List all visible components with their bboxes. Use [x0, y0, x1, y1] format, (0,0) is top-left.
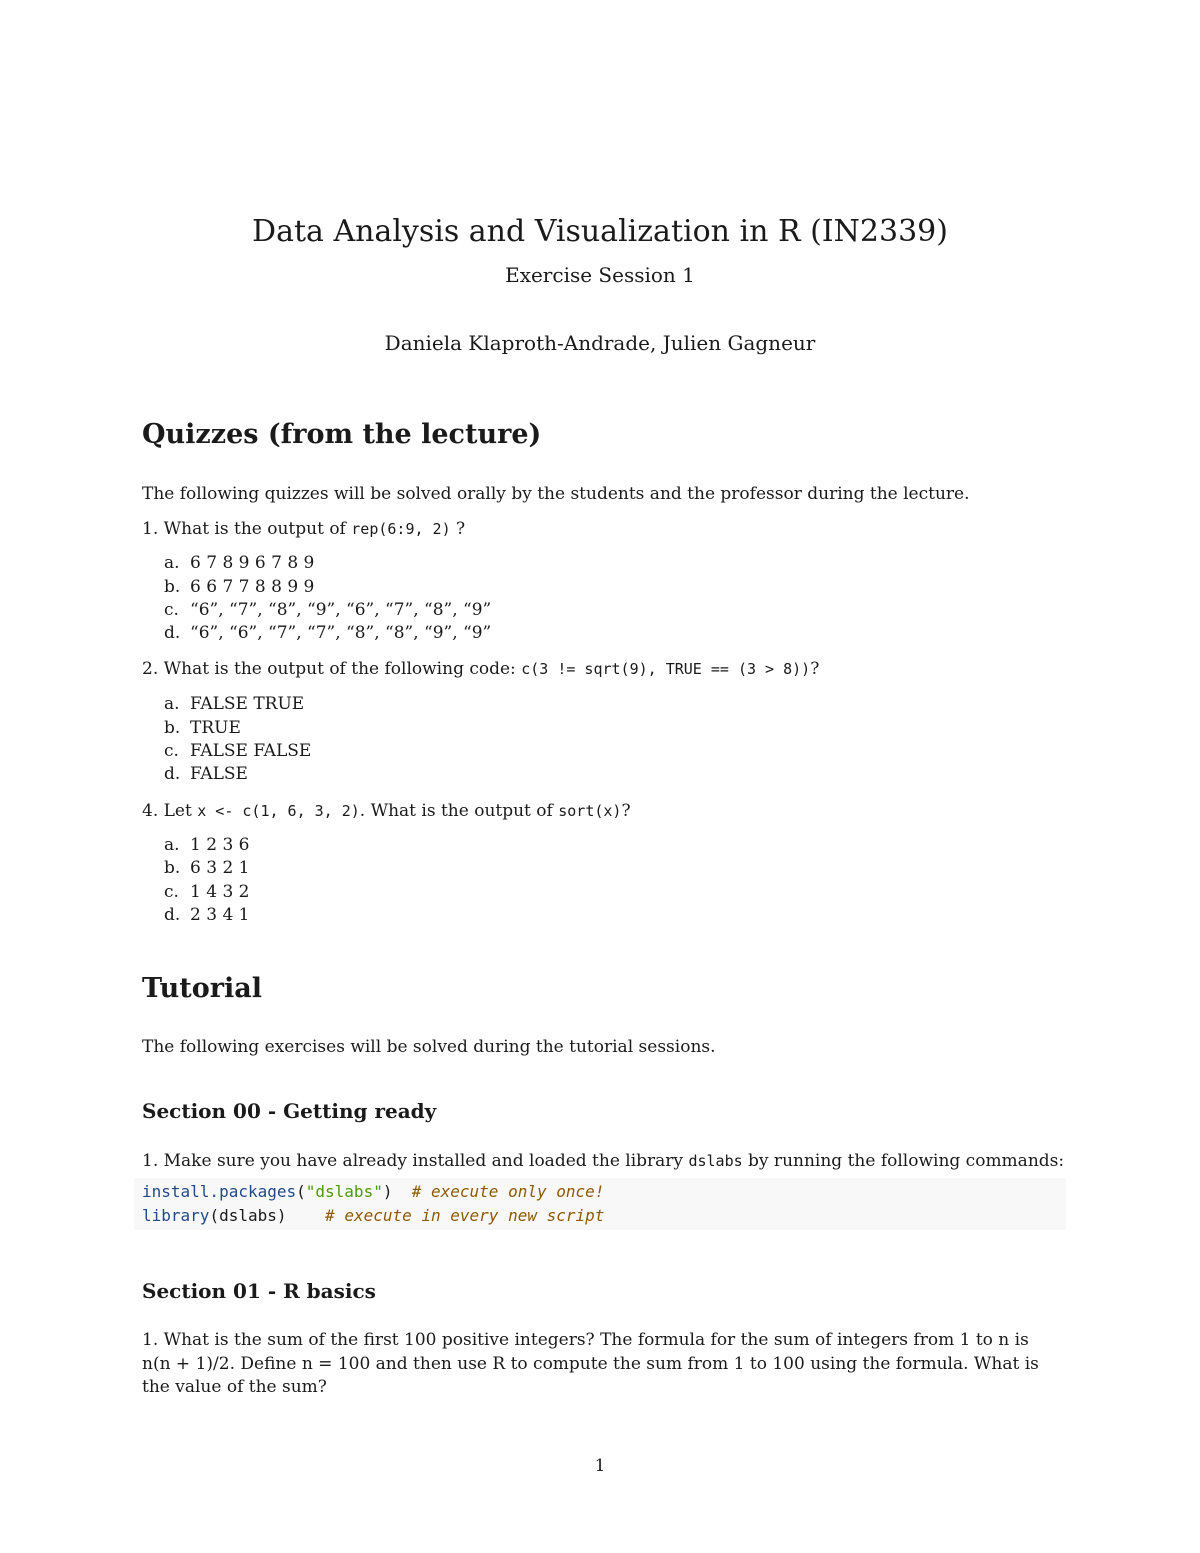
quiz-option: [164, 764, 248, 784]
quiz-option: [164, 623, 491, 643]
quiz-question-1: [142, 519, 465, 539]
quiz-option: [164, 694, 304, 714]
code-line: [142, 1182, 604, 1201]
item-number: 1.: [142, 1151, 159, 1171]
code-paren-close: ): [382, 1182, 393, 1201]
code-function: library: [142, 1206, 210, 1225]
inline-code: c(3 != sqrt(9), TRUE == (3 > 8)): [521, 660, 811, 678]
code-string: "dslabs": [305, 1182, 383, 1201]
option-text: FALSE TRUE: [190, 694, 305, 714]
tutorial-heading: Tutorial: [142, 973, 262, 1004]
section-01-heading: Section 01 - R basics: [142, 1279, 376, 1303]
section-00-heading: Section 00 - Getting ready: [142, 1099, 437, 1123]
quiz-option: [164, 553, 314, 573]
question-text-end: ?: [810, 659, 820, 679]
page-number: 1: [594, 1456, 606, 1476]
question-text: Let: [163, 801, 192, 821]
option-label: c.: [164, 741, 179, 761]
document-authors: Daniela Klaproth-Andrade, Julien Gagneur: [384, 331, 816, 355]
option-text: “6”, “6”, “7”, “7”, “8”, “8”, “9”, “9”: [190, 623, 492, 643]
question-text-end: ?: [621, 801, 631, 821]
option-label: a.: [164, 835, 180, 855]
option-text: FALSE FALSE: [190, 741, 312, 761]
item-text-end: by running the following commands:: [748, 1151, 1065, 1171]
option-label: a.: [164, 553, 180, 573]
question-text-end: ?: [456, 519, 466, 539]
option-label: d.: [164, 623, 181, 643]
section-00-item-1: [142, 1151, 1064, 1171]
code-argument: dslabs: [219, 1206, 277, 1225]
code-paren-close: ): [276, 1206, 287, 1225]
question-text-mid: . What is the output of: [359, 801, 553, 821]
option-text: 1 4 3 2: [190, 882, 250, 902]
option-label: d.: [164, 764, 181, 784]
inline-code: x <- c(1, 6, 3, 2): [197, 802, 360, 820]
option-label: b.: [164, 858, 181, 878]
tutorial-intro: The following exercises will be solved during the tutorial sessions.: [142, 1037, 716, 1057]
quizzes-intro: The following quizzes will be solved orally by the students and the professor during the lecture.: [142, 484, 970, 504]
code-paren-open: (: [209, 1206, 220, 1225]
code-function: install.packages: [142, 1182, 297, 1201]
option-text: FALSE: [190, 764, 248, 784]
quiz-option: [164, 741, 311, 761]
question-text: What is the output of: [163, 519, 346, 539]
quiz-option: [164, 905, 249, 925]
option-label: b.: [164, 577, 181, 597]
question-number: 4.: [142, 801, 159, 821]
quiz-option: [164, 718, 241, 738]
option-label: c.: [164, 600, 179, 620]
inline-code: sort(x): [558, 802, 622, 820]
inline-code: dslabs: [688, 1152, 743, 1170]
document-title: Data Analysis and Visualization in R (IN2339): [252, 214, 948, 249]
quiz-option: [164, 835, 249, 855]
code-paren-open: (: [296, 1182, 306, 1201]
option-label: c.: [164, 882, 179, 902]
option-label: b.: [164, 718, 181, 738]
quiz-option: [164, 577, 314, 597]
quiz-question-2: [142, 659, 819, 679]
question-text: What is the output of the following code:: [163, 659, 516, 679]
section-01-item-1-line-1: 1. What is the sum of the first 100 positive integers? The formula for the sum of integers from 1 to n is: [142, 1330, 1029, 1350]
code-line: [142, 1206, 604, 1225]
option-text: 6 7 8 9 6 7 8 9: [190, 553, 315, 573]
document-subtitle: Exercise Session 1: [505, 263, 695, 287]
option-text: TRUE: [190, 718, 241, 738]
option-text: 2 3 4 1: [190, 905, 250, 925]
quizzes-heading: Quizzes (from the lecture): [142, 419, 542, 450]
option-text: 1 2 3 6: [190, 835, 250, 855]
quiz-option: [164, 882, 249, 902]
question-number: 1.: [142, 519, 159, 539]
option-text: “6”, “7”, “8”, “9”, “6”, “7”, “8”, “9”: [190, 600, 492, 620]
code-comment: # execute only once!: [411, 1182, 605, 1201]
option-label: a.: [164, 694, 180, 714]
quiz-option: [164, 600, 491, 620]
code-comment: # execute in every new script: [325, 1206, 605, 1225]
section-01-item-1-line-3: the value of the sum?: [142, 1377, 327, 1397]
inline-code: rep(6:9, 2): [351, 520, 451, 538]
item-text: Make sure you have already installed and loaded the library: [163, 1151, 684, 1171]
quiz-option: [164, 858, 249, 878]
option-text: 6 3 2 1: [190, 858, 250, 878]
option-label: d.: [164, 905, 181, 925]
question-number: 2.: [142, 659, 159, 679]
section-01-item-1-line-2: n(n + 1)/2. Define n = 100 and then use R to compute the sum from 1 to 100 using the formula. What is: [142, 1354, 1039, 1374]
quiz-question-4: [142, 801, 631, 821]
option-text: 6 6 7 7 8 8 9 9: [190, 577, 315, 597]
